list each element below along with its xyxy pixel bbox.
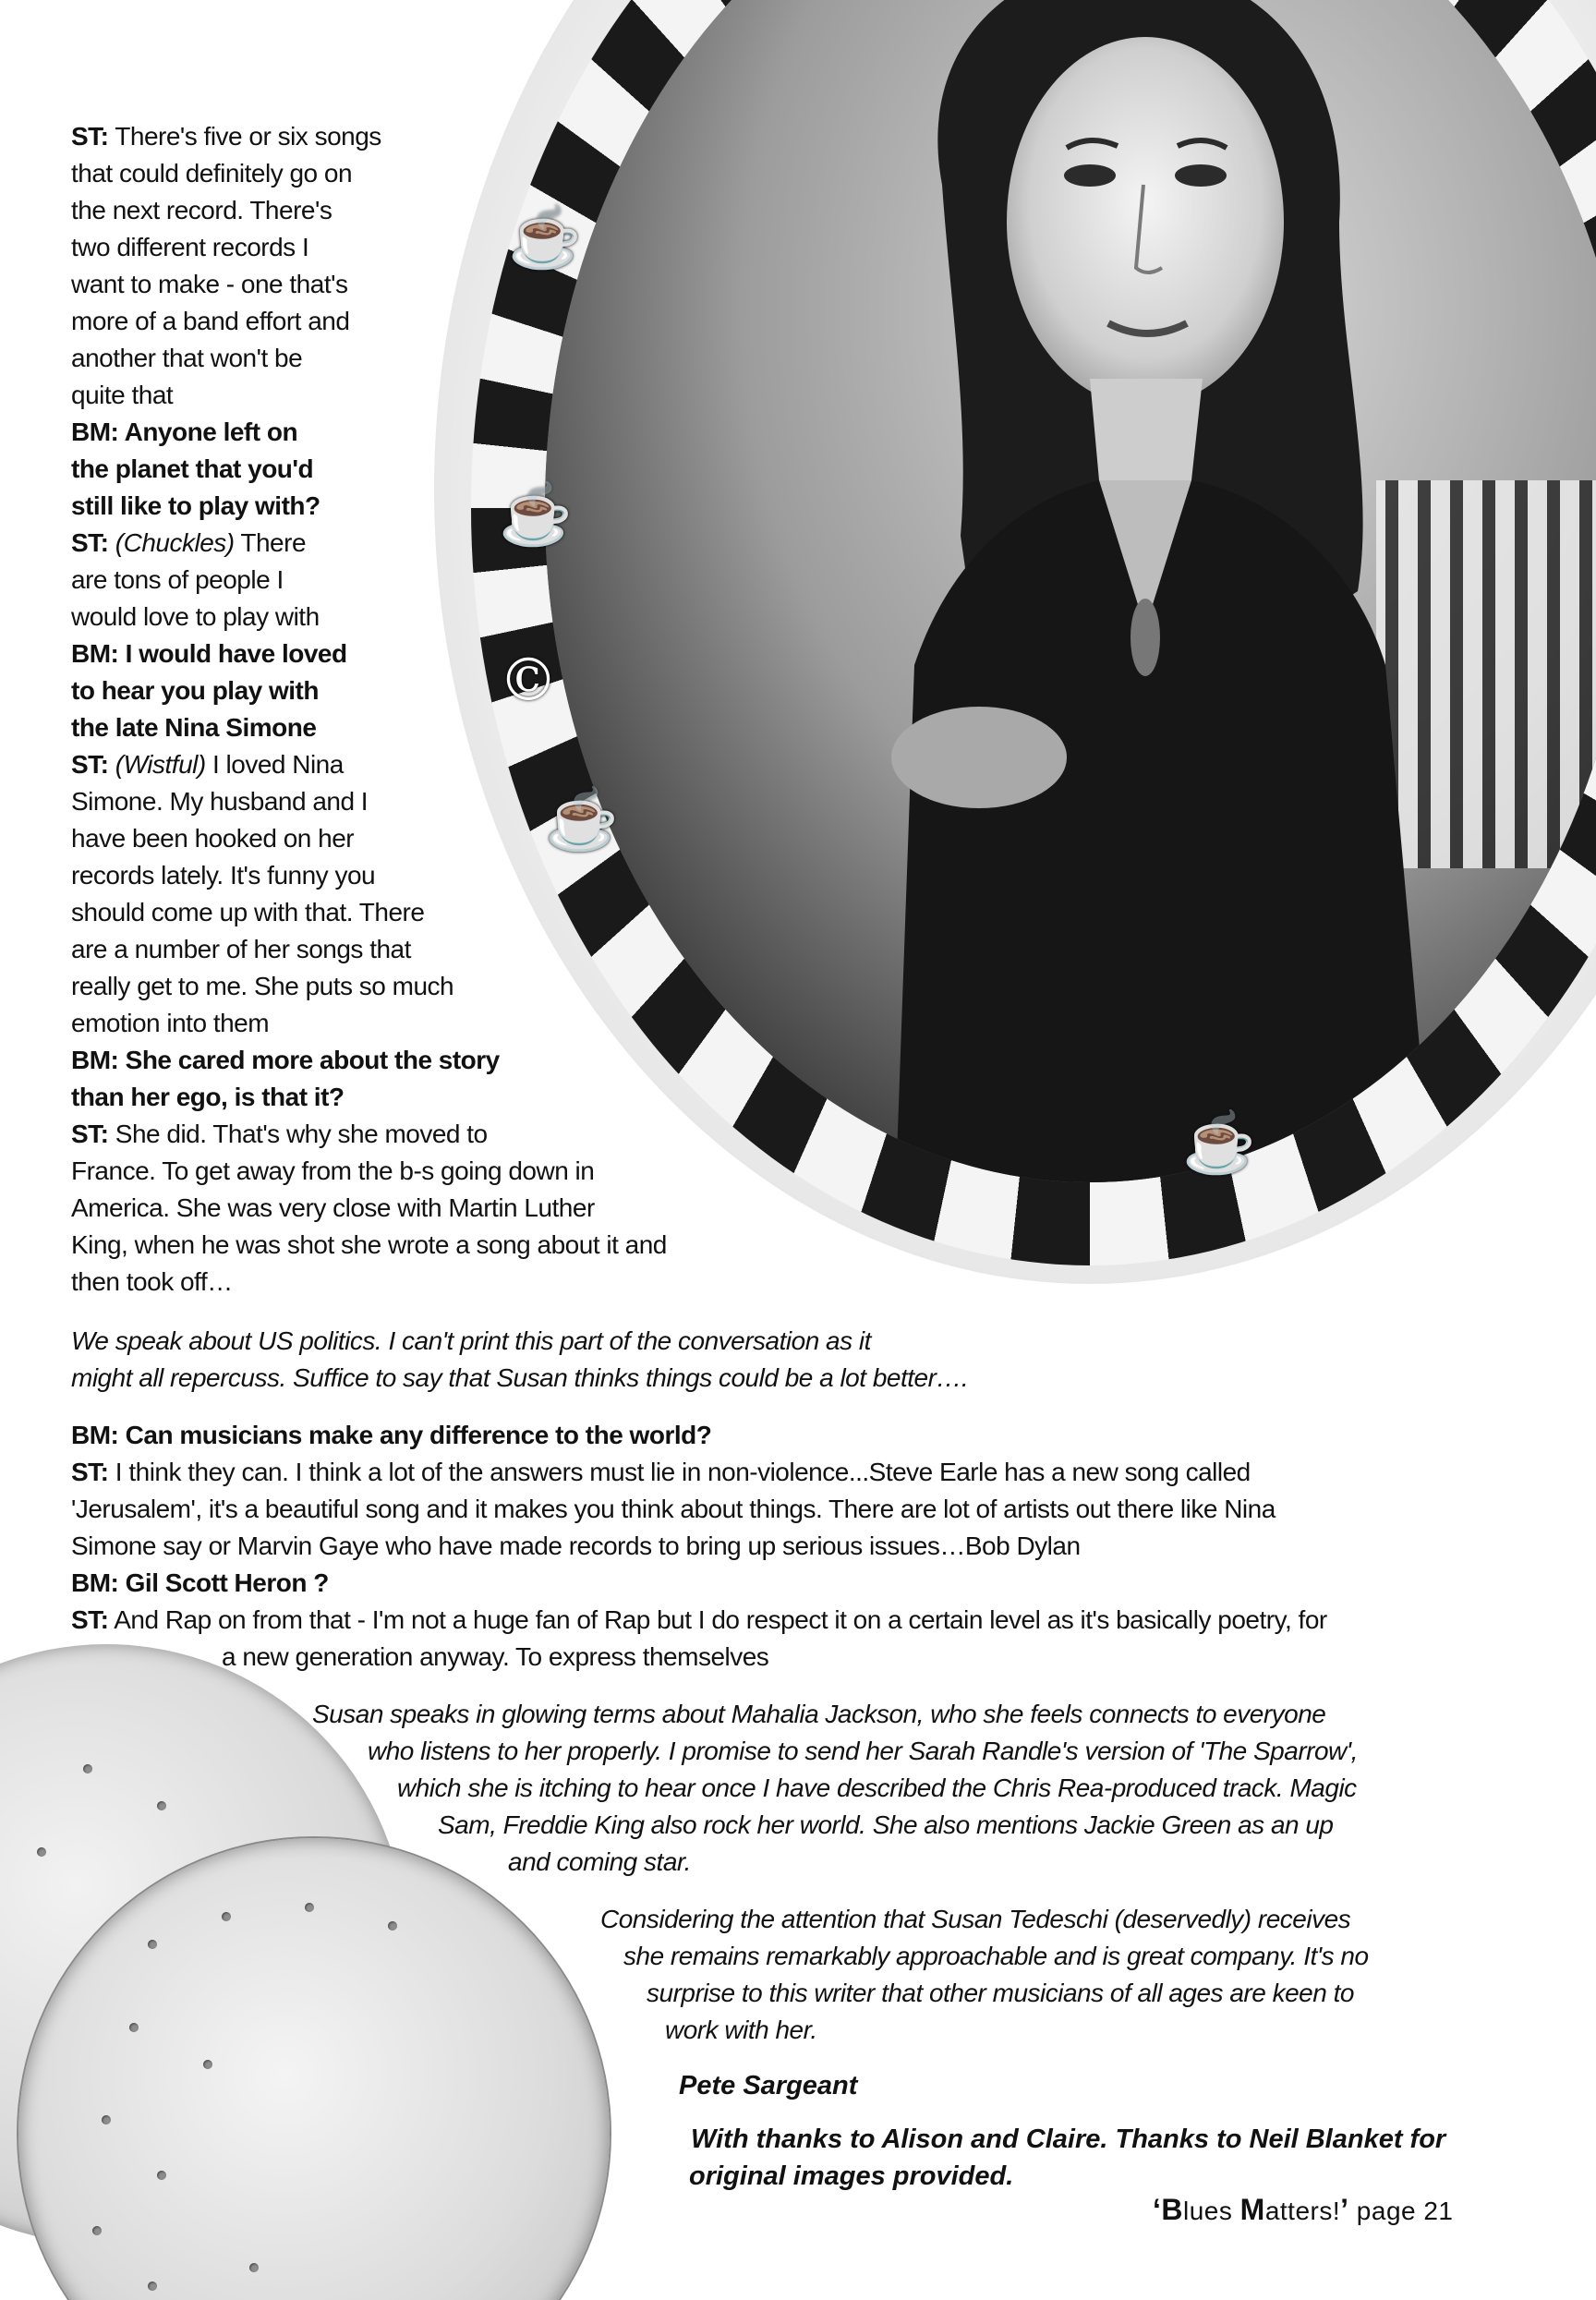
portrait-photo (545, 0, 1596, 1182)
biscuit-dock (148, 1940, 157, 1949)
editorial-note: Susan speaks in glowing terms about Mahalia Jackson, who she feels connects to everyone (312, 1700, 1326, 1728)
body-line: want to make - one that's (71, 270, 348, 298)
question-line: the planet that you'd (71, 454, 314, 483)
editorial-note: might all repercuss. Suffice to say that Susan thinks things could be a lot better…. (71, 1363, 969, 1392)
question-line: BM: Anyone left on (71, 418, 298, 446)
body-line: records lately. It's funny you (71, 861, 376, 890)
editorial-note: Considering the attention that Susan Tedeschi (deservedly) receives (600, 1905, 1351, 1933)
body-line: a new generation anyway. To express themselves (222, 1642, 769, 1671)
body-line: ST: And Rap on from that - I'm not a huge fan of Rap but I do respect it on a certain level as it's basically poetry, for (71, 1605, 1327, 1634)
body-line: Simone. My husband and I (71, 787, 369, 816)
biscuit-dock (388, 1921, 397, 1931)
body-line: have been hooked on her (71, 824, 355, 853)
thanks-line: original images provided. (689, 2161, 1014, 2191)
body-line: that could definitely go on (71, 159, 353, 188)
biscuit-dock (83, 1764, 92, 1773)
biscuit-dock (157, 2171, 166, 2180)
question-line: BM: I would have loved (71, 639, 347, 668)
biscuit-dock (92, 2226, 102, 2235)
question-line: still like to play with? (71, 491, 320, 520)
editorial-note: Sam, Freddie King also rock her world. She also mentions Jackie Green as an up (438, 1810, 1334, 1839)
biscuit-dock (37, 1847, 46, 1857)
question-line: BM: Can musicians make any difference to the world? (71, 1421, 712, 1449)
body-line: France. To get away from the b-s going down in (71, 1156, 595, 1185)
body-line: ST: I think they can. I think a lot of the answers must lie in non-violence...Steve Earle has a new song called (71, 1458, 1251, 1486)
body-line: would love to play with (71, 602, 320, 631)
body-line: are tons of people I (71, 565, 284, 594)
biscuit-dock (305, 1903, 314, 1912)
portrait-illustration (545, 0, 1596, 1182)
body-line: two different records I (71, 233, 309, 261)
body-line: Simone say or Marvin Gaye who have made records to bring up serious issues…Bob Dylan (71, 1531, 1081, 1560)
body-line: ST: There's five or six songs (71, 122, 381, 151)
plate-cup-icon: ☕ (545, 786, 619, 854)
body-line: more of a band effort and (71, 307, 350, 335)
biscuit-dock (203, 2060, 212, 2069)
question-line: BM: She cared more about the story (71, 1046, 500, 1074)
body-line: another that won't be (71, 344, 303, 372)
editorial-note: which she is itching to hear once I have described the Chris Rea-produced track. Magic (397, 1773, 1357, 1802)
editorial-note: surprise to this writer that other musicians of all ages are keen to (647, 1979, 1354, 2007)
editorial-note: who listens to her properly. I promise to send her Sarah Randle's version of 'The Sparrow', (368, 1737, 1358, 1765)
question-line: to hear you play with (71, 676, 319, 705)
body-line: ST: She did. That's why she moved to (71, 1120, 488, 1148)
body-line: ST: (Chuckles) There (71, 528, 307, 557)
body-line: America. She was very close with Martin Luther (71, 1193, 595, 1222)
biscuit-dock (102, 2115, 111, 2124)
editorial-note: and coming star. (508, 1847, 691, 1876)
body-line: then took off… (71, 1267, 233, 1296)
thanks-line: With thanks to Alison and Claire. Thanks to Neil Blanket for (691, 2124, 1446, 2154)
biscuit-dock (222, 1912, 231, 1921)
editorial-note: We speak about US politics. I can't print this part of the conversation as it (71, 1326, 871, 1355)
editorial-note: she remains remarkably approachable and is great company. It's no (623, 1942, 1369, 1970)
body-line: really get to me. She puts so much (71, 972, 454, 1000)
body-line: ST: (Wistful) I loved Nina (71, 750, 344, 779)
plate-cup-icon: ☕ (499, 481, 573, 550)
body-line: the next record. There's (71, 196, 332, 224)
body-line: should come up with that. There (71, 898, 425, 926)
question-line: BM: Gil Scott Heron ? (71, 1568, 329, 1597)
biscuit-dock (129, 2023, 139, 2032)
body-line: quite that (71, 381, 174, 409)
body-line: King, when he was shot she wrote a song about it and (71, 1230, 667, 1259)
question-line: the late Nina Simone (71, 713, 317, 742)
body-line: 'Jerusalem', it's a beautiful song and it makes you think about things. There are lot of artists out there like Nina (71, 1495, 1276, 1523)
plate-cup-icon: ☕ (508, 204, 582, 272)
biscuit-dock (157, 1801, 166, 1810)
author-byline: Pete Sargeant (679, 2071, 858, 2100)
biscuit-dock (148, 2282, 157, 2291)
body-line: emotion into them (71, 1009, 270, 1037)
plate-copyright-icon: © (499, 647, 558, 715)
question-line: than her ego, is that it? (71, 1083, 345, 1111)
editorial-note: work with her. (665, 2016, 817, 2044)
plate-cup-icon: ☕ (1182, 1109, 1256, 1178)
biscuit-dock (249, 2263, 259, 2272)
interview-column (71, 118, 468, 894)
page-footer: ‘Blues Matters!’ page 21 (1153, 2193, 1454, 2226)
body-line: are a number of her songs that (71, 935, 411, 963)
